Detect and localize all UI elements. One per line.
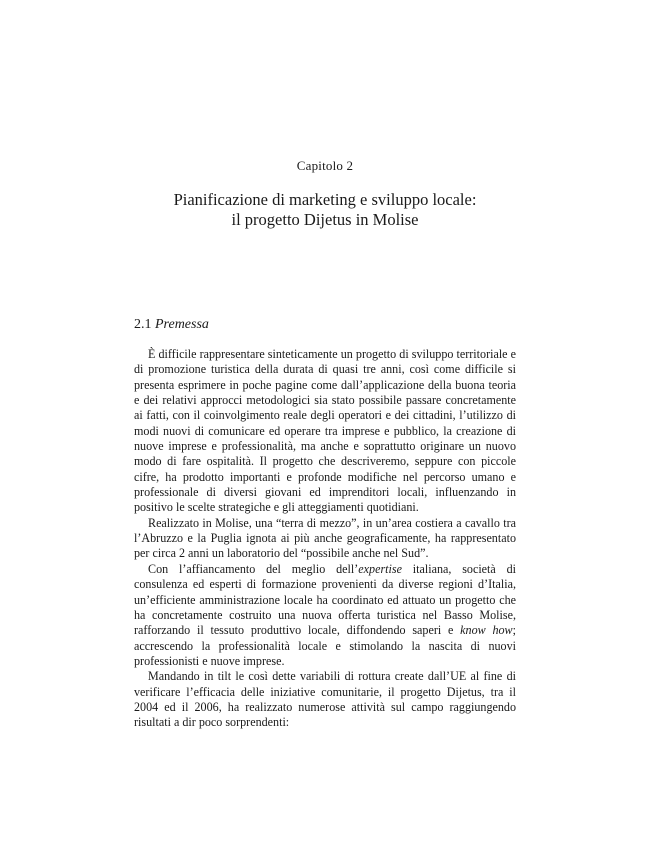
chapter-title-line-2: il progetto Dijetus in Molise — [231, 210, 419, 229]
paragraph-3-part-b: italiana, società di consulenza ed esperti di formazione provenienti da diverse regioni d’Italia, un’efficiente amministrazione locale ha coordinato ed attuato un progetto che ha concretamente costruito una nuova offerta turistica nel Basso Molise, rafforzando il tessuto produttivo locale, diffondendo saperi e — [134, 561, 517, 638]
paragraph-1: È difficile rappresentare sinteticamente un progetto di sviluppo territoriale e di promozione turistica della durata di quasi tre anni, così come difficile si presenta esprimere in poche pagine come dall’applicazione della buona teoria e dei relativi approcci metodologici sia stato possibile passare concretamente ai fatti, con il coinvolgimento reale degli operatori e dei cittadini, l’utilizzo di modi nuovi di comunicare ed operare tra imprese e pubblico, la creazione di nuove imprese e professionalità, ma anche e soprattutto originare un nuovo modo di fare ospitalità. Il progetto che descriveremo, seppure con piccole cifre, ha prodotto importanti e profonde modifiche nel percorso umano e professionale di diversi giovani ed imprenditori locali, influenzando in positivo le scelte strategiche e gli atteggiamenti quotidiani. — [134, 347, 516, 515]
paragraph-3-emphasis-know-how: know how — [460, 623, 513, 638]
chapter-title — [0, 190, 650, 230]
paragraph-4: Mandando in tilt le così dette variabili di rottura create dall’UE al fine di verificare l’efficacia delle iniziative comunitarie, il progetto Dijetus, tra il 2004 ed il 2006, ha realizzato numerose attività sul campo raggiungendo risultati a dir poco sorprendenti: — [134, 669, 516, 730]
section-heading — [134, 317, 209, 333]
paragraph-3-emphasis-expertise: expertise — [358, 561, 402, 576]
paragraph-3 — [134, 562, 516, 669]
body-text — [134, 347, 516, 731]
paragraph-3-part-c: ; accrescendo la professionalità locale e stimolando la nascita di nuovi professionisti e nuove imprese. — [134, 623, 516, 668]
paragraph-3-part-a: Con l’affiancamento del meglio dell’ — [148, 561, 359, 576]
chapter-title-line-1: Pianificazione di marketing e sviluppo locale: — [173, 190, 477, 209]
chapter-label: Capitolo 2 — [296, 158, 354, 173]
section-name: Premessa — [155, 317, 209, 332]
paragraph-2: Realizzato in Molise, una “terra di mezzo”, in un’area costiera a cavallo tra l’Abruzzo e la Puglia ignota ai più anche geograficamente, ha rappresentato per circa 2 anni un laboratorio del “possibile anche nel Sud”. — [134, 515, 516, 561]
section-number: 2.1 — [134, 317, 152, 332]
